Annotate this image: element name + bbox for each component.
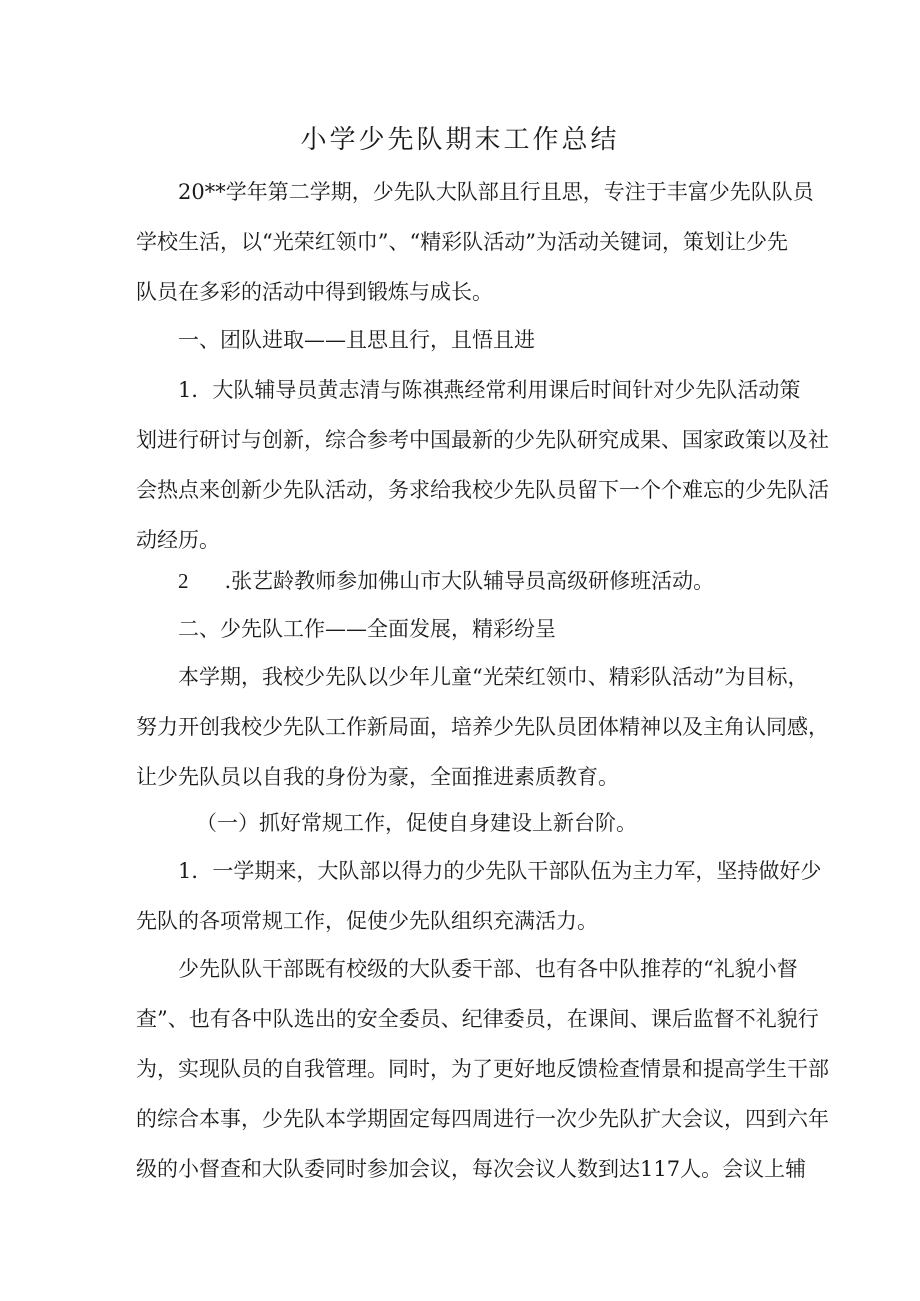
subsection1-heading: （一）抓好常规工作，促使自身建设上新台阶。	[196, 811, 637, 835]
text-line: 20**学年第二学期，少先队大队部且行且思，专注于丰富少先队队员	[178, 180, 814, 204]
text-line: 级的小督查和大队委同时参加会议，每次会议人数到达117人。会议上辅	[136, 1157, 807, 1181]
sub-item1-paragraph	[136, 846, 822, 946]
text-line: 1．大队辅导员黄志清与陈祺燕经常利用课后时间针对少先队活动策	[178, 378, 801, 402]
item2-line	[178, 556, 714, 606]
item2-number: 2	[178, 569, 189, 593]
text-line: 努力开创我校少先队工作新局面，培养少先队员团体精神以及主角认同感，	[136, 715, 829, 739]
text-line: 学校生活，以“光荣红领巾”、“精彩队活动”为活动关键词，策划让少先	[136, 230, 788, 254]
text-line: 查”、也有各中队选出的安全委员、纪律委员，在课间、课后监督不礼貌行	[136, 1007, 819, 1031]
section2-heading: 二、少先队工作——全面发展，精彩纷呈	[178, 617, 556, 641]
text-line: 动经历。	[136, 528, 220, 552]
item2-text: .张艺龄教师参加佛山市大队辅导员高级研修班活动。	[224, 569, 715, 593]
text-line: 1．一学期来，大队部以得力的少先队干部队伍为主力军，坚持做好少	[178, 859, 822, 883]
item1-paragraph	[136, 365, 829, 565]
text-line: 先队的各项常规工作，促使少先队组织充满活力。	[136, 909, 598, 933]
text-line: 让少先队员以自我的身份为豪，全面推进素质教育。	[136, 765, 619, 789]
intro-paragraph	[136, 167, 814, 317]
text-line: 的综合本事，少先队本学期固定每四周进行一次少先队扩大会议，四到六年	[136, 1107, 829, 1131]
text-line: 为，实现队员的自我管理。同时，为了更好地反馈检查情景和提高学生干部	[136, 1057, 829, 1081]
text-line: 本学期，我校少先队以少年儿童“光荣红领巾、精彩队活动”为目标，	[178, 665, 809, 689]
document-title: 小学少先队期末工作总结	[300, 125, 620, 155]
text-line: 队员在多彩的活动中得到锻炼与成长。	[136, 280, 493, 304]
text-line: 会热点来创新少先队活动，务求给我校少先队员留下一个个难忘的少先队活	[136, 478, 829, 502]
section1-heading: 一、团队进取——且思且行，且悟且进	[178, 328, 535, 352]
text-line: 少先队队干部既有校级的大队委干部、也有各中队推荐的“礼貌小督	[178, 957, 798, 981]
cadre-paragraph	[136, 944, 829, 1194]
section2-intro-paragraph	[136, 652, 829, 802]
text-line: 划进行研讨与创新，综合参考中国最新的少先队研究成果、国家政策以及社	[136, 428, 829, 452]
